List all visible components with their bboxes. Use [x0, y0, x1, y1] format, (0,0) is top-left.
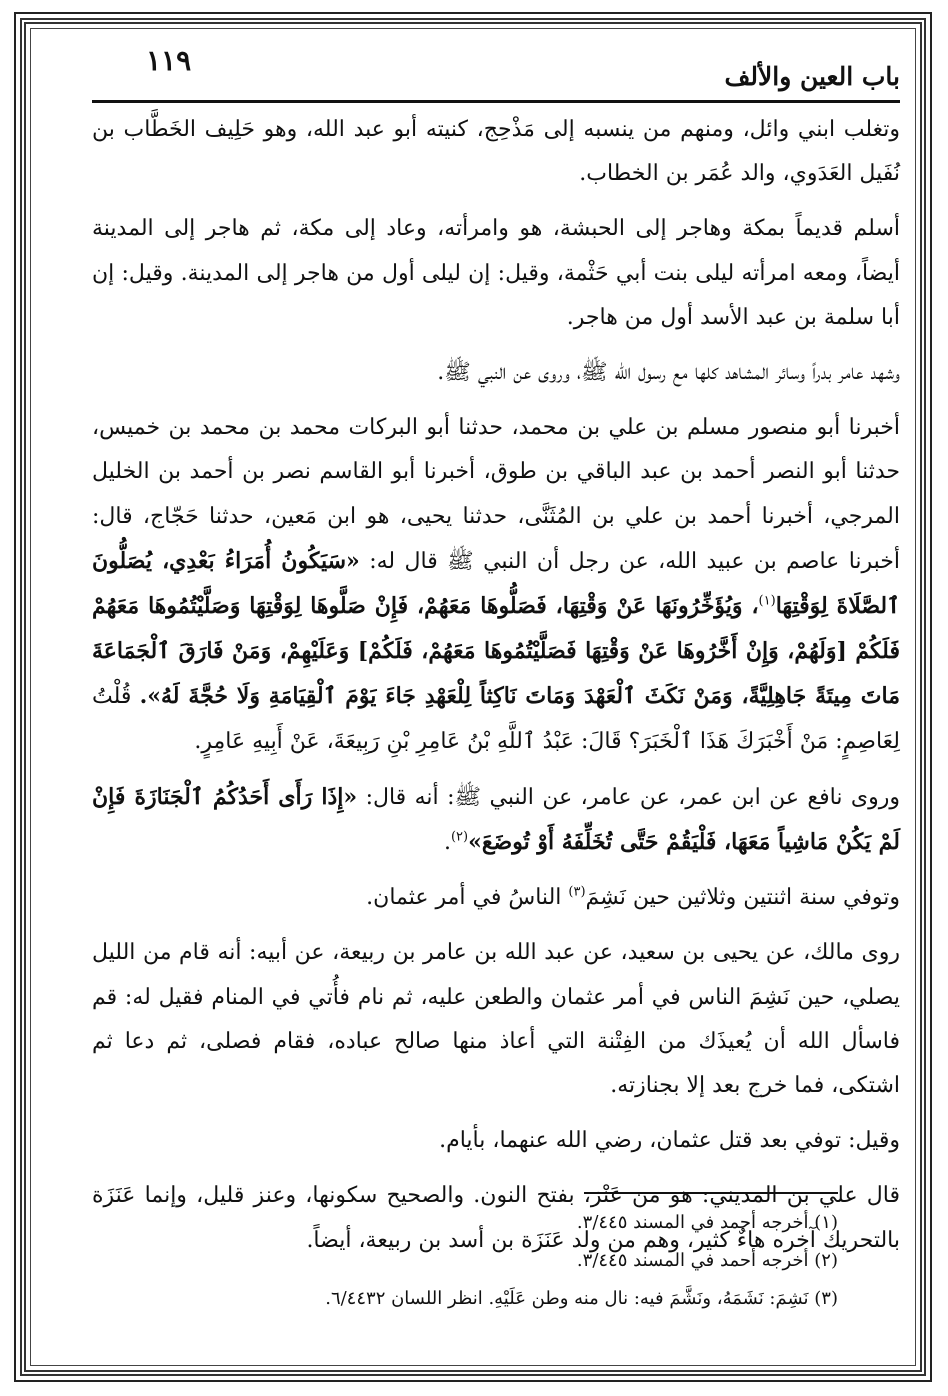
- header-rule: [92, 100, 900, 103]
- paragraph-hadith-1: أخبرنا أبو منصور مسلم بن علي بن محمد، حدثنا أبو البركات محمد بن محمد بن خميس، حدثنا أبو النصر أحمد بن عبد الباقي بن طوق، أخبرنا أبو القاسم نصر بن أحمد بن الخليل المرجي، أخبرنا أحمد بن علي بن المُثَنَّى، حدثنا يحيى، هو ابن مَعين، حدثنا حَجّاج، قال: أخبرنا عاصم بن عبيد الله، عن رجل أن النبي ﷺ قال له: «سَيَكُونُ أُمَرَاءُ بَعْدِي، يُصَلُّونَ ٱلصَّلَاةَ لِوَقْتِهَا$^{(١)}$، وَيُؤَخِّرُونَهَا عَنْ وَقْتِهَا، فَصَلُّوهَا مَعَهُمْ، فَإِنْ صَلَّوهَا لِوَقْتِهَا وَصَلَّيْتُمُوهَا مَعَهُمْ فَلَكُمْ [وَلَهُمْ، وَإِنْ أَخَّرُوهَا عَنْ وَقْتِهَا فَصَلَّيْتُمُوهَا مَعَهُمْ، فَلَكُمْ] وَعَلَيْهِمْ، وَمَنْ فَارَقَ ٱلْجَمَاعَةَ مَاتَ مِيتَةً جَاهِلِيَّةً، وَمَنْ نَكَثَ ٱلْعَهْدَ وَمَاتَ نَاكِثاً لِلْعَهْدِ جَاءَ يَوْمَ ٱلْقِيَامَةِ وَلَا حُجَّةَ لَهُ». قُلْتُ لِعَاصِمٍ: مَنْ أَخْبَرَكَ هَذَا ٱلْخَبَرَ؟ قَالَ: عَبْدُ ٱللَّهِ بْنُ عَامِرِ بْنِ رَبِيعَةَ، عَنْ أَبِيهِ عَامِرٍ.: [92, 415, 901, 754]
- narration-tail: قُلْتُ لِعَاصِمٍ: مَنْ أَخْبَرَكَ هَذَا ٱلْخَبَرَ؟ قَالَ: عَبْدُ ٱللَّهِ بْنُ عَامِرِ بْنِ رَبِيعَةَ، عَنْ أَبِيهِ عَامِرٍ.: [92, 684, 900, 754]
- hadith-text: ، وَيُؤَخِّرُونَهَا عَنْ وَقْتِهَا، فَصَلُّوهَا مَعَهُمْ، فَإِنْ صَلَّوهَا لِوَقْتِهَا وَصَلَّيْتُمُوهَا مَعَهُمْ فَلَكُمْ [وَلَهُمْ، وَإِنْ أَخَّرُوهَا عَنْ وَقْتِهَا فَصَلَّيْتُمُوهَا مَعَهُمْ، فَلَكُمْ] وَعَلَيْهِمْ، وَمَنْ فَارَقَ ٱلْجَمَاعَةَ مَاتَ مِيتَةً جَاهِلِيَّةً، وَمَنْ نَكَثَ ٱلْعَهْدَ وَمَاتَ نَاكِثاً لِلْعَهْدِ جَاءَ يَوْمَ ٱلْقِيَامَةِ وَلَا حُجَّةَ لَهُ».: [92, 593, 900, 710]
- paragraph: وشهد عامر بدراً وسائر المشاهد كلها مع رسول الله ﷺ، وروى عن النبي ﷺ.: [437, 360, 900, 386]
- footnote-1: (١) أخرجه أحمد في المسند ٣/٤٤٥.: [576, 1212, 838, 1233]
- footnotes: [100, 1204, 838, 1318]
- paragraph: وتوفي سنة اثنتين وثلاثين حين نَشِمَ$^{(٣)}$ الناسُ في أمر عثمان.: [366, 884, 900, 911]
- paragraph: أسلم قديماً بمكة وهاجر إلى الحبشة، هو وامرأته، وعاد إلى مكة، ثم هاجر إلى المدينة أيضاً، ومعه امرأته ليلى بنت أبي حَثْمة، وقيل: إن ليلى أول من هاجر إلى المدينة. وقيل: إن أبا سلمة بن عبد الأسد أول من هاجر.: [92, 216, 900, 330]
- footnote-2: (٢) أخرجه أحمد في المسند ٣/٤٤٥.: [576, 1250, 838, 1271]
- paragraph-hadith-2: وروى نافع عن ابن عمر، عن عامر، عن النبي ﷺ: أنه قال: «إِذَا رَأَى أَحَدُكُمُ ٱلْجَنَازَةَ فَإِنْ لَمْ يَكُنْ مَاشِياً مَعَهَا، فَلْيَقُمْ حَتَّى تُخَلِّفَهُ أَوْ تُوضَعَ»$^{(٢)}$.: [92, 783, 901, 856]
- hadith-text: «إِذَا رَأَى أَحَدُكُمُ ٱلْجَنَازَةَ فَإِنْ لَمْ يَكُنْ مَاشِياً مَعَهَا، فَلْيَقُمْ حَتَّى تُخَلِّفَهُ أَوْ تُوضَعَ»: [92, 783, 900, 856]
- paragraph: وتغلب ابني وائل، ومنهم من ينسبه إلى مَذْحِج، كنيته أبو عبد الله، وهو حَلِيف الخَطَّاب بن نُفَيل العَدَوي، والد عُمَر بن الخطاب.: [92, 117, 900, 187]
- footnote-3: (٣) نَشِمَ: نَشَمَهُ، ونَشَّمَ فيه: نال منه وطن عَلَيْهِ. انظر اللسان ٦/٤٤٣٢.: [325, 1288, 838, 1309]
- running-title: باب العين والألف: [724, 62, 900, 91]
- footnote-rule: [584, 1192, 838, 1194]
- paragraph: وقيل: توفي بعد قتل عثمان، رضي الله عنهما، بأيام.: [439, 1128, 900, 1154]
- footnote-ref: (٣): [568, 884, 586, 900]
- main-text: [92, 108, 900, 1263]
- page-number: ١١٩: [146, 44, 192, 77]
- paragraph: روى مالك، عن يحيى بن سعيد، عن عبد الله بن عامر بن ربيعة، عن أبيه: أنه قام من الليل يصلي، حين نَشِمَ الناس في أمر عثمان والطعن عليه، ثم نام فأُتي في المنام فقيل له: قم فاسأل الله أن يُعيذَك من الفِتْنة التي أعاذ منها صالح عباده، فقام فصلى، ثم دعا ثم اشتكى، فما خرج بعد إلا بجنازته.: [92, 940, 900, 1099]
- footnote-ref: (١): [758, 593, 776, 609]
- footnote-ref: (٢): [450, 829, 469, 845]
- hadith-text: «سَيَكُونُ أُمَرَاءُ بَعْدِي، يُصَلُّونَ ٱلصَّلَاةَ لِوَقْتِهَا: [92, 547, 900, 620]
- paragraph: قال علي بن المديني: هو من عَنْز، بفتح النون. والصحيح سكونها، وعنز قليل، وإنما عَنَزَة بالتحريك آخره هاءٌ كثير، وهم من ولد عَنَزَة بن أسد بن ربيعة، أيضاً.: [92, 1183, 900, 1253]
